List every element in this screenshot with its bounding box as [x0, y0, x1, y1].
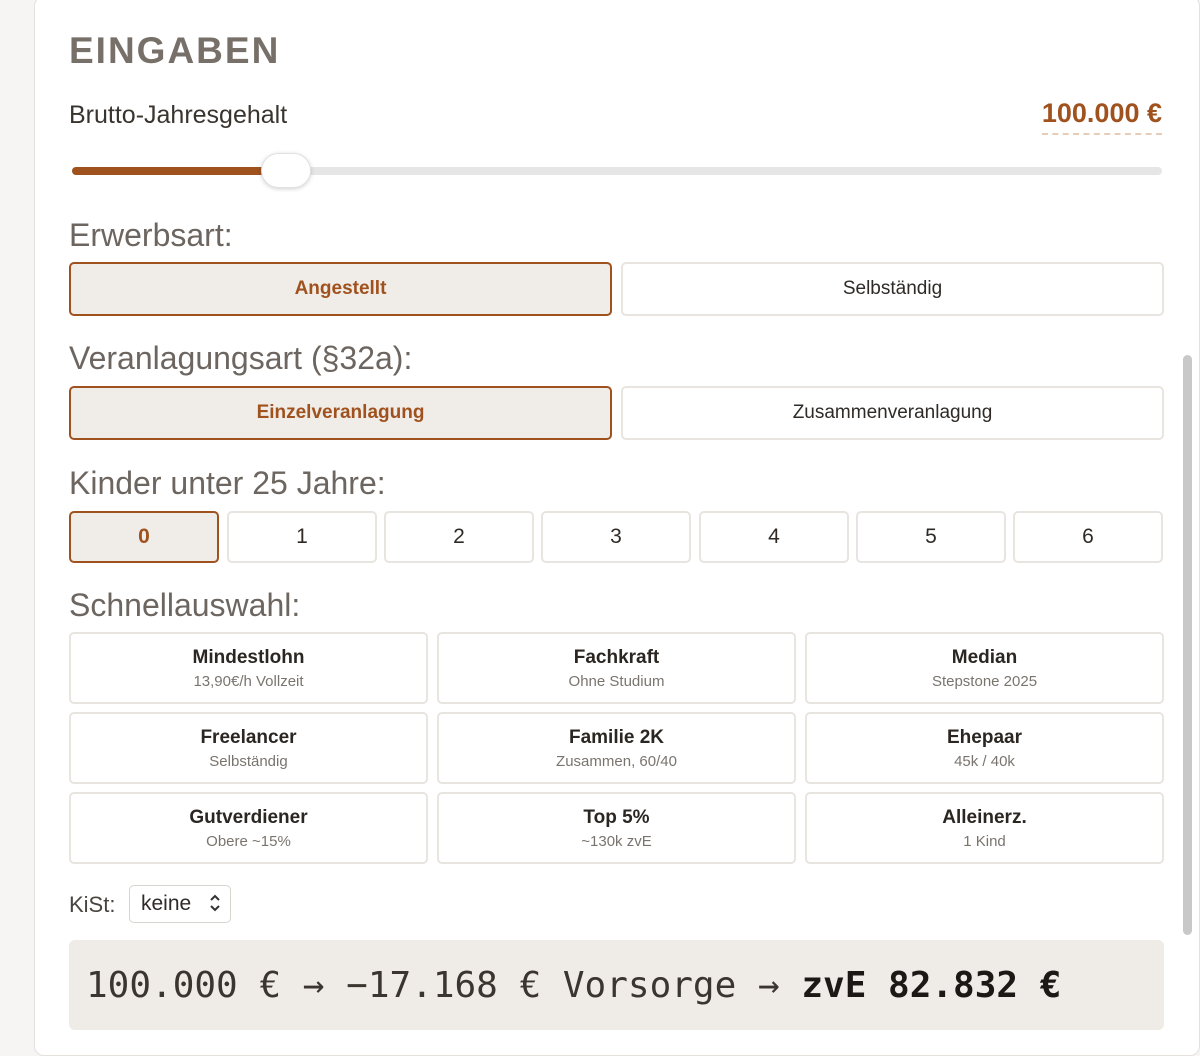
- assessment-option-zusammen[interactable]: Zusammenveranlagung: [621, 386, 1164, 440]
- salary-slider-fill: [72, 167, 286, 175]
- arrow-right-icon: →: [302, 964, 325, 1006]
- salary-value[interactable]: 100.000 €: [1042, 98, 1162, 135]
- children-option-2[interactable]: 2: [384, 511, 534, 563]
- preset-gutverdiener[interactable]: [69, 792, 428, 864]
- scrollbar[interactable]: [1183, 355, 1192, 935]
- section-title: EINGABEN: [69, 30, 281, 71]
- preset-ehepaar[interactable]: [805, 712, 1164, 784]
- children-option-5[interactable]: 5: [856, 511, 1006, 563]
- preset-freelancer[interactable]: [69, 712, 428, 784]
- church-tax-label: KiSt:: [69, 892, 116, 917]
- preset-title: Familie 2K: [568, 726, 665, 748]
- arrow-right-icon: →: [757, 964, 780, 1006]
- preset-subtitle: 13,90€/h Vollzeit: [193, 672, 304, 690]
- children-label: Kinder unter 25 Jahre:: [69, 465, 386, 501]
- assessment-option-einzel[interactable]: Einzelveranlagung: [69, 386, 612, 440]
- preset-subtitle: 1 Kind: [963, 832, 1006, 850]
- preset-familie-2k[interactable]: [437, 712, 796, 784]
- preset-subtitle: Selbständig: [209, 752, 288, 770]
- preset-title: Gutverdiener: [189, 806, 308, 828]
- employment-label: Erwerbsart:: [69, 217, 233, 253]
- preset-title: Fachkraft: [573, 646, 660, 668]
- children-option-3[interactable]: 3: [541, 511, 691, 563]
- salary-slider-thumb[interactable]: [261, 153, 311, 188]
- chevron-updown-icon: [209, 893, 221, 913]
- preset-subtitle: Stepstone 2025: [931, 672, 1038, 690]
- preset-median[interactable]: [805, 632, 1164, 704]
- preset-title: Freelancer: [200, 726, 297, 748]
- church-tax-value: keine: [141, 892, 192, 915]
- preset-title: Mindestlohn: [192, 646, 305, 668]
- preset-mindestlohn[interactable]: [69, 632, 428, 704]
- preset-subtitle: Ohne Studium: [568, 672, 665, 690]
- children-option-0[interactable]: 0: [69, 511, 219, 563]
- children-option-1[interactable]: 1: [227, 511, 377, 563]
- children-option-6[interactable]: 6: [1013, 511, 1163, 563]
- summary-result: zvE 82.832 €: [801, 964, 1062, 1006]
- preset-title: Median: [951, 646, 1018, 668]
- preset-subtitle: ~130k zvE: [581, 832, 652, 850]
- preset-top-5[interactable]: [437, 792, 796, 864]
- children-option-4[interactable]: 4: [699, 511, 849, 563]
- summary-gross: 100.000 €: [86, 964, 282, 1006]
- church-tax-select[interactable]: [129, 885, 231, 923]
- preset-alleinerziehend[interactable]: [805, 792, 1164, 864]
- preset-fachkraft[interactable]: [437, 632, 796, 704]
- preset-title: Ehepaar: [947, 726, 1022, 748]
- employment-option-selbstaendig[interactable]: Selbständig: [621, 262, 1164, 316]
- preset-subtitle: Obere ~15%: [206, 832, 291, 850]
- preset-subtitle: Zusammen, 60/40: [556, 752, 677, 770]
- preset-title: Top 5%: [583, 806, 650, 828]
- assessment-label: Veranlagungsart (§32a):: [69, 340, 413, 376]
- summary-deduction: −17.168 € Vorsorge: [346, 964, 737, 1006]
- employment-option-angestellt[interactable]: Angestellt: [69, 262, 612, 316]
- preset-subtitle: 45k / 40k: [954, 752, 1015, 770]
- salary-label: Brutto-Jahresgehalt: [69, 101, 288, 129]
- taxable-income-summary: [69, 940, 1164, 1030]
- presets-label: Schnellauswahl:: [69, 587, 301, 623]
- preset-title: Alleinerz.: [942, 806, 1027, 828]
